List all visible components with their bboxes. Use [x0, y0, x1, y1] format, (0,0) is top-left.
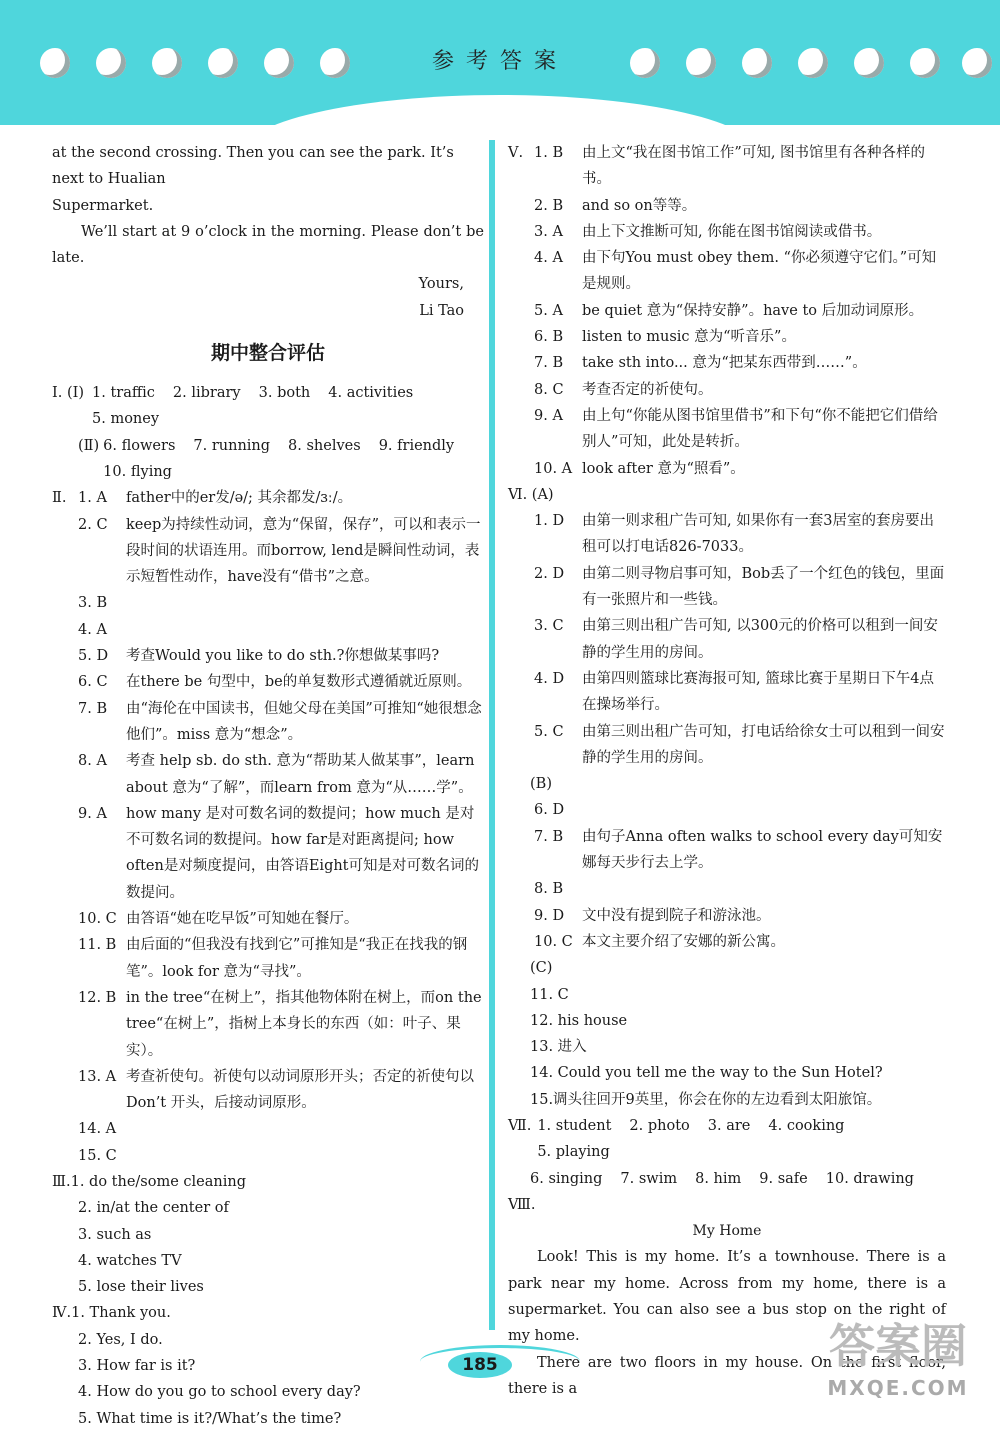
answer-row: [508, 193, 946, 219]
answer-row: [52, 748, 484, 801]
answer-row: [52, 617, 484, 643]
indent-spacer: [508, 903, 534, 929]
answer-number: 3. B: [78, 595, 108, 612]
answer-number: 2. B: [534, 197, 564, 214]
indent-spacer: [52, 1064, 78, 1117]
answer-row: [508, 298, 946, 324]
answer-item: 6. singing: [530, 1170, 603, 1187]
indent-spacer: [52, 696, 78, 749]
answer-number: 3. A: [534, 223, 563, 240]
answer-row: [508, 561, 946, 614]
answer-row: [52, 512, 484, 591]
answer-number: 2. C: [78, 516, 108, 533]
left-column: [52, 140, 484, 1432]
answer-explanation: [126, 1143, 484, 1169]
answer-number: 5. A: [534, 302, 563, 319]
indent-spacer: [52, 512, 78, 591]
answer-row: [508, 929, 946, 955]
answer-item: 9. friendly: [378, 437, 455, 454]
answer-explanation: 由第三则出租广告可知，打电话给徐女士可以租到一间安静的学生用的房间。: [582, 723, 945, 766]
answer-item: 2. Yes, I do.: [78, 1331, 163, 1348]
section-label: Ⅴ.: [508, 145, 524, 161]
indent-spacer: [52, 801, 78, 906]
sec2-list: [52, 485, 484, 1169]
sec7-row2: [508, 1166, 946, 1192]
sec6b-label: (B): [530, 776, 552, 793]
indent-spacer: [508, 613, 534, 666]
answer-explanation: be quiet 意为“保持安静”。have to 后加动词原形。: [582, 302, 924, 319]
answer-number: 10. C: [78, 911, 117, 928]
answer-item: 4. cooking: [768, 1117, 845, 1134]
indent-spacer: [508, 797, 534, 823]
watermark-url: MXQE.COM: [827, 1376, 969, 1400]
page-number: 185: [448, 1352, 512, 1378]
answer-row: [508, 824, 946, 877]
answer-item: 6. flowers: [103, 437, 176, 454]
indent-spacer: [508, 456, 534, 482]
letter-line: at the second crossing. Then you can see the park. It’s next to Hualian: [52, 145, 454, 188]
answer-item: 9. safe: [759, 1170, 808, 1187]
indent-spacer: [508, 824, 534, 877]
answer-item: 2. library: [172, 385, 241, 402]
answer-item: 14. Could you tell me the way to the Sun Hotel?: [530, 1065, 883, 1082]
indent-spacer: [52, 985, 78, 1064]
answer-explanation: keep为持续性动词，意为“保留，保存”，可以和表示一段时间的状语连用。而borrow, lend是瞬间性动词，表示短暂性动作，have没有“借书”之意。: [126, 516, 481, 586]
answer-row: [508, 377, 946, 403]
answer-explanation: [126, 590, 484, 616]
answer-number: 7. B: [534, 355, 564, 372]
indent-spacer: [508, 298, 534, 324]
indent-spacer: [508, 929, 534, 955]
sec6c-label: (C): [530, 960, 553, 977]
letter-line: We’ll start at 9 o’clock in the morning. Please don’t be late.: [52, 223, 484, 267]
indent-spacer: [508, 561, 534, 614]
answer-number: 1. B: [534, 145, 564, 161]
watermark-logo: [808, 1310, 988, 1410]
answer-row: [52, 485, 484, 511]
answer-number: 4. A: [78, 621, 107, 638]
answer-number: 6. D: [534, 802, 565, 819]
sec6b-list: [508, 797, 946, 955]
column-divider: [489, 140, 495, 1330]
answer-number: 9. A: [78, 805, 107, 822]
answer-explanation: 由后面的“但我没有找到它”可推知是“我正在找我的钢笔”。look for 意为“寻找”。: [126, 937, 468, 980]
answer-number: 7. B: [534, 828, 564, 845]
answer-row: [52, 985, 484, 1064]
indent-spacer: [52, 932, 78, 985]
answer-explanation: 本文主要介绍了安娜的新公寓。: [582, 933, 785, 950]
answer-number: 6. B: [534, 329, 564, 346]
answer-row: [508, 219, 946, 245]
answer-row: [52, 696, 484, 749]
answer-explanation: look after 意为“照看”。: [582, 460, 745, 477]
essay-paragraph: There are two floors in my house. On the first floor, there is a: [508, 1354, 946, 1397]
answer-row: [52, 1064, 484, 1117]
sec8-label: Ⅷ.: [508, 1196, 536, 1213]
answer-item: 3. are: [707, 1117, 751, 1134]
answer-item: 8. shelves: [288, 437, 361, 454]
answer-number: 4. A: [534, 250, 563, 267]
answer-item: 5. lose their lives: [78, 1279, 204, 1296]
answer-explanation: [126, 1116, 484, 1142]
answer-row: [52, 1143, 484, 1169]
answer-explanation: 考查Would you like to do sth.?你想做某事吗?: [126, 648, 440, 665]
answer-number: 1. D: [534, 513, 565, 530]
answer-explanation: [126, 617, 484, 643]
answer-explanation: 文中没有提到院子和游泳池。: [582, 907, 771, 924]
indent-spacer: [508, 719, 534, 772]
answer-number: 13. A: [78, 1068, 117, 1085]
answer-number: 8. C: [534, 381, 564, 398]
answer-explanation: 考查 help sb. do sth. 意为“帮助某人做某事”，learn about 意为“了解”，而learn from 意为“从……学”。: [126, 753, 475, 796]
answer-explanation: and so on等等。: [582, 197, 697, 214]
answer-item: 2. photo: [629, 1117, 690, 1134]
answer-explanation: 由第二则寻物启事可知，Bob丢了一个红色的钱包，里面有一张照片和一些钱。: [582, 565, 945, 609]
answer-row: [508, 876, 946, 902]
answer-row: [52, 643, 484, 669]
answer-explanation: 由“海伦在中国读书，但她父母在美国”可推知“她很想念他们”。miss 意为“想念”。: [126, 700, 482, 743]
answer-item: 3. How far is it?: [78, 1358, 196, 1375]
answer-number: 14. A: [78, 1121, 117, 1138]
answer-item: 1. student: [537, 1117, 612, 1134]
watermark-text: 答案圈: [829, 1319, 967, 1373]
answer-row: [52, 932, 484, 985]
indent-spacer: [52, 1116, 78, 1142]
page-title: 参考答案: [431, 49, 568, 74]
answer-row: [508, 350, 946, 376]
indent-spacer: [508, 403, 534, 456]
sec1-row2: [52, 433, 484, 486]
answer-number: 10. A: [534, 460, 573, 477]
answer-item: 5. What time is it?/What’s the time?: [78, 1410, 342, 1427]
sec1-row1: [52, 380, 484, 433]
answer-explanation: 由上句“你能从图书馆里借书”和下句“你不能把它们借给别人”可知，此处是转折。: [582, 407, 938, 451]
answer-explanation: 考查否定的祈使句。: [582, 381, 713, 398]
answer-number: 7. B: [78, 700, 108, 717]
sec6a-list: [508, 508, 946, 771]
answer-explanation: 由第一则求租广告可知, 如果你有一套3居室的套房要出租可以打电话826-7033。: [582, 513, 934, 556]
indent-spacer: [52, 906, 78, 932]
answer-explanation: 由第四则篮球比赛海报可知, 篮球比赛于星期日下午4点在操场举行。: [582, 670, 934, 714]
answer-number: 8. A: [78, 753, 107, 770]
right-column: [508, 140, 946, 1402]
answer-explanation: 由第三则出租广告可知, 以300元的价格可以租到一间安静的学生用的房间。: [582, 618, 938, 661]
letter-signature: Li Tao: [419, 302, 464, 319]
answer-row: [508, 508, 946, 561]
sec5-list: [508, 140, 946, 482]
indent-spacer: [508, 245, 534, 298]
indent-spacer: [52, 617, 78, 643]
indent-spacer: [52, 669, 78, 695]
indent-spacer: [508, 666, 534, 719]
answer-row: [52, 1116, 484, 1142]
answer-row: [508, 666, 946, 719]
section-label: Ⅱ.: [52, 490, 67, 507]
answer-item: 5. playing: [537, 1144, 610, 1161]
answer-item: 8. him: [695, 1170, 742, 1187]
answer-item: 7. running: [193, 437, 271, 454]
answer-explanation: 由句子Anna often walks to school every day可知安娜每天步行去上学。: [582, 828, 943, 872]
essay-title: My Home: [692, 1223, 762, 1240]
answer-item: 10. flying: [103, 463, 172, 480]
page-header: [0, 0, 1000, 140]
answer-number: 9. A: [534, 407, 563, 424]
answer-row: [508, 797, 946, 823]
answer-item: 2. in/at the center of: [78, 1200, 229, 1217]
answer-row: [508, 903, 946, 929]
answer-explanation: how many 是对可数名词的数提问；how much 是对不可数名词的数提问。how far是对距离提问; how often是对频度提问，由答语Eight可知是对可数名词的数提问。: [126, 805, 480, 901]
indent-spacer: [508, 193, 534, 219]
answer-explanation: 考查祈使句。祈使句以动词原形开头；否定的祈使句以Don’t 开头，后接动词原形。: [126, 1068, 474, 1112]
indent-spacer: [52, 1143, 78, 1169]
answer-number: 4. D: [534, 670, 565, 687]
answer-item: 11. C: [530, 986, 569, 1003]
answer-item: 4. How do you go to school every day?: [78, 1384, 361, 1401]
indent-spacer: [508, 876, 534, 902]
sec4-item: [52, 1300, 484, 1326]
answer-explanation: [582, 876, 946, 902]
answer-item: 4. watches TV: [78, 1252, 182, 1269]
essay-paragraph: Look! This is my home. It’s a townhouse. There is a park near my home. Across from my home, there is a supermarket. You can also see a bus stop on the right of my home.: [508, 1249, 946, 1345]
indent-spacer: [508, 324, 534, 350]
sec3-item: [52, 1169, 484, 1195]
answer-row: [508, 245, 946, 298]
answer-item: 12. his house: [530, 1012, 628, 1029]
answer-item: 7. swim: [620, 1170, 678, 1187]
sec4-label: Ⅳ.: [52, 1305, 72, 1322]
sec6-label: Ⅵ. (A): [508, 486, 554, 503]
answer-item: 1. traffic: [92, 385, 155, 402]
answer-number: 3. C: [534, 618, 564, 635]
answer-number: 1. A: [78, 490, 107, 507]
answer-explanation: 由上文“我在图书馆工作”可知, 图书馆里有各种各样的书。: [582, 145, 926, 188]
indent-spacer: [52, 590, 78, 616]
answer-explanation: in the tree“在树上”，指其他物体附在树上，而on the tree“在树上”，指树上本身长的东西（如：叶子、果实）。: [126, 989, 482, 1059]
answer-explanation: take sth into... 意为“把某东西带到……”。: [582, 355, 867, 372]
answer-row: [52, 906, 484, 932]
answer-item: 1. Thank you.: [71, 1305, 171, 1322]
sec1-label: Ⅰ. (Ⅰ): [52, 385, 84, 402]
answer-item: 10. drawing: [825, 1170, 914, 1187]
answer-item: 3. such as: [78, 1226, 152, 1243]
answer-row: [508, 456, 946, 482]
answer-explanation: listen to music 意为“听音乐”。: [582, 329, 796, 346]
sec7-row1: [508, 1113, 946, 1166]
answer-item: 15.调头往回开9英里，你会在你的左边看到太阳旅馆。: [530, 1091, 882, 1108]
letter-line: Supermarket.: [52, 197, 154, 214]
answer-row: [508, 403, 946, 456]
answer-number: 5. D: [78, 648, 109, 665]
answer-number: 9. D: [534, 907, 565, 924]
answer-item: 13. 进入: [530, 1039, 587, 1056]
indent-spacer: [508, 377, 534, 403]
answer-row: [508, 324, 946, 350]
answer-number: 5. C: [534, 723, 564, 740]
answer-explanation: 在there be 句型中，be的单复数形式遵循就近原则。: [126, 674, 472, 691]
answer-number: 15. C: [78, 1147, 117, 1164]
answer-explanation: 由答语“她在吃早饭”可知她在餐厅。: [126, 911, 359, 928]
answer-item: 1. do the/some cleaning: [70, 1173, 246, 1190]
answer-row: [508, 719, 946, 772]
sec1-label2: (Ⅱ): [78, 437, 100, 454]
answer-item: 4. activities: [328, 385, 414, 402]
answer-number: 6. C: [78, 674, 108, 691]
answer-row: [52, 801, 484, 906]
indent-spacer: [508, 508, 534, 561]
answer-explanation: 由下句You must obey them. “你必须遵守它们。”可知是规则。: [582, 250, 937, 293]
indent-spacer: [508, 350, 534, 376]
answer-row: [52, 590, 484, 616]
answer-row: [508, 140, 946, 193]
answer-number: 11. B: [78, 937, 117, 954]
answer-number: 2. D: [534, 565, 565, 582]
indent-spacer: [52, 748, 78, 801]
answer-explanation: father中的er发/ə/; 其余都发/ɜː/。: [126, 490, 353, 507]
answer-row: [52, 669, 484, 695]
answer-number: 8. B: [534, 881, 564, 898]
answer-row: [508, 613, 946, 666]
sec3-label: Ⅲ.: [52, 1173, 71, 1190]
answer-explanation: 由上下文推断可知, 你能在图书馆阅读或借书。: [582, 223, 882, 240]
answer-explanation: [582, 797, 946, 823]
answer-item: 3. both: [258, 385, 311, 402]
answer-number: 10. C: [534, 933, 573, 950]
answer-number: 12. B: [78, 989, 117, 1006]
indent-spacer: [508, 219, 534, 245]
sec7-label: Ⅶ.: [508, 1117, 532, 1134]
indent-spacer: [52, 643, 78, 669]
letter-closing: Yours,: [418, 276, 464, 293]
answer-item: 5. money: [92, 411, 160, 428]
section-title: 期中整合评估: [210, 342, 325, 365]
